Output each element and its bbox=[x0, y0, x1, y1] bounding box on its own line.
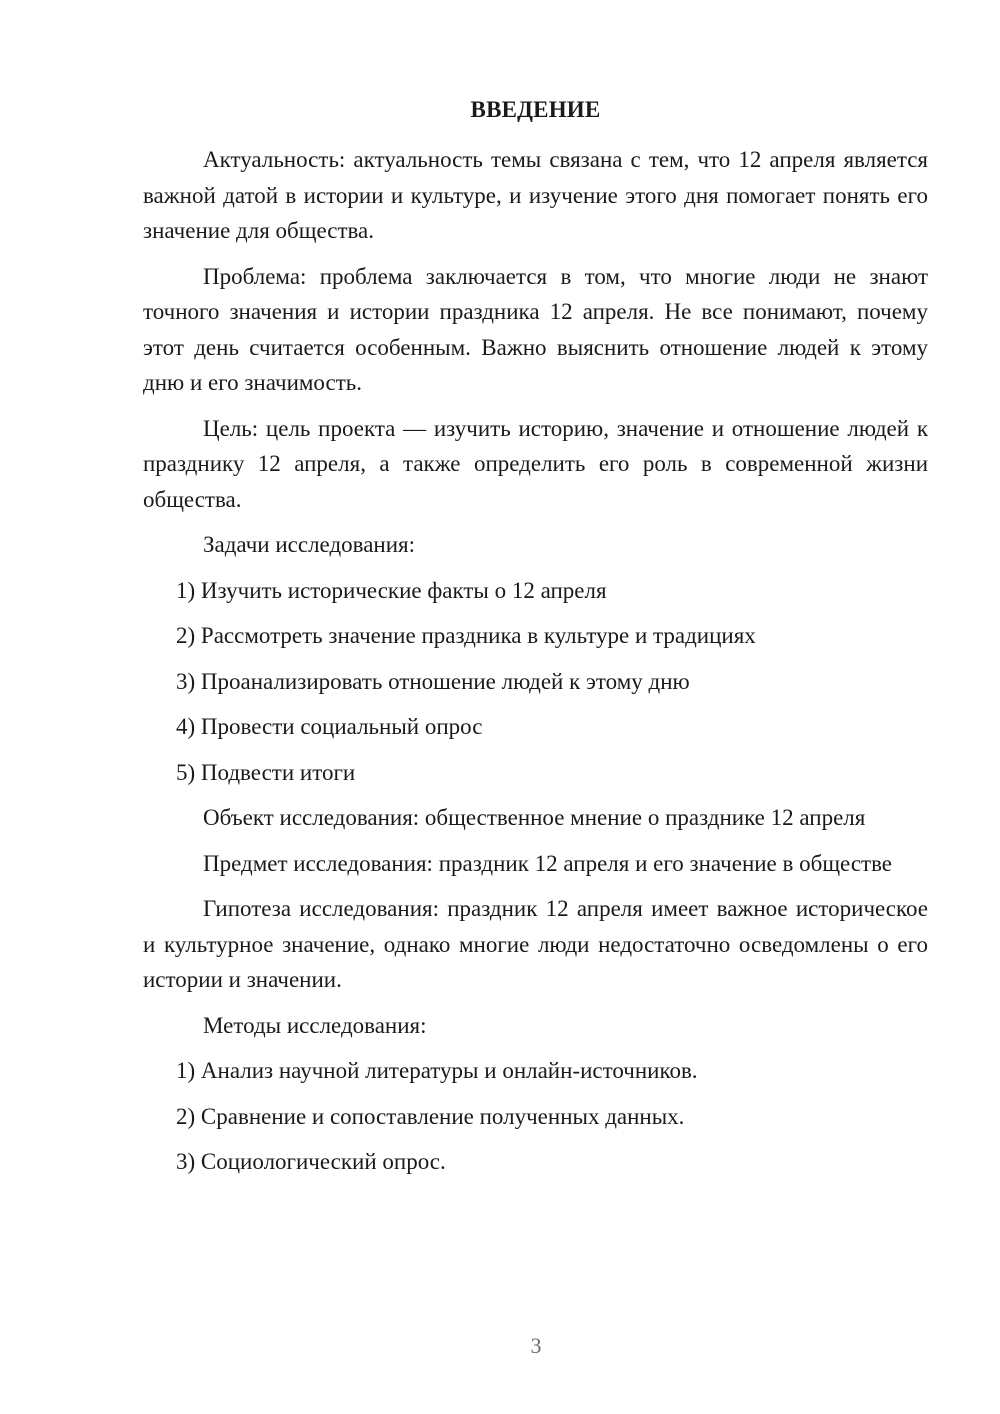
list-item: 1) Анализ научной литературы и онлайн-источников. bbox=[176, 1058, 698, 1083]
paragraph-goal: Цель: цель проекта — изучить историю, значение и отношение людей к празднику 12 апреля, а также определить его роль в современной жизни общества. bbox=[143, 415, 928, 512]
list-item: 3) Проанализировать отношение людей к этому дню bbox=[176, 668, 690, 694]
list-item: 1) Изучить исторические факты о 12 апреля bbox=[176, 577, 607, 603]
paragraph-object: Объект исследования: общественное мнение о празднике 12 апреля bbox=[203, 805, 866, 830]
page-content bbox=[143, 92, 928, 1190]
methods-list bbox=[143, 1053, 928, 1180]
list-item: 4) Провести социальный опрос bbox=[176, 714, 483, 739]
paragraph-relevance: Актуальность: актуальность темы связана с тем, что 12 апреля является важной датой в истории и культуре, и изучение этого дня помогает понять его значение для общества. bbox=[143, 147, 928, 243]
paragraph-subject: Предмет исследования: праздник 12 апреля и его значение в обществе bbox=[203, 850, 893, 876]
paragraph-problem: Проблема: проблема заключается в том, что многие люди не знают точного значения и истории праздника 12 апреля. Не все понимают, почему этот день считается особенным. Важно выяснить отношение людей к этому дню и его значимость. bbox=[143, 263, 928, 395]
tasks-title: Задачи исследования: bbox=[203, 532, 416, 557]
page-number: 3 bbox=[530, 1333, 542, 1358]
paragraph-hypothesis: Гипотеза исследования: праздник 12 апреля имеет важное историческое и культурное значение, однако многие люди недостаточно осведомлены о его истории и значении. bbox=[143, 896, 928, 992]
list-item: 2) Сравнение и сопоставление полученных данных. bbox=[176, 1103, 685, 1129]
methods-title: Методы исследования: bbox=[203, 1012, 427, 1038]
tasks-list bbox=[143, 573, 928, 791]
list-item: 5) Подвести итоги bbox=[176, 759, 356, 785]
list-item: 3) Социологический опрос. bbox=[176, 1149, 446, 1174]
section-heading: ВВЕДЕНИЕ bbox=[470, 97, 601, 122]
list-item: 2) Рассмотреть значение праздника в культуре и традициях bbox=[176, 623, 756, 648]
